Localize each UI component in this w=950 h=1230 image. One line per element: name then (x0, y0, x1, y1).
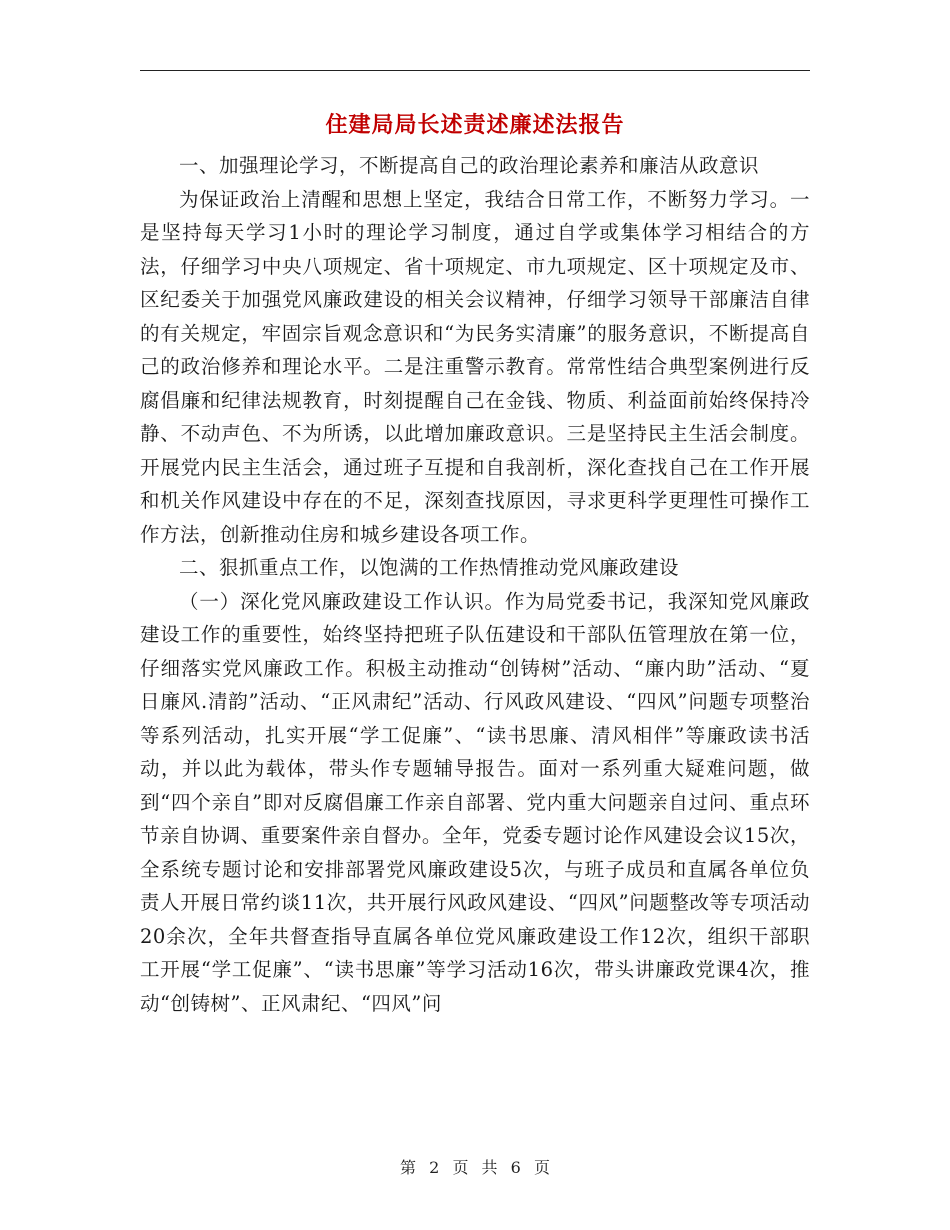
body-paragraph: 为保证政治上清醒和思想上坚定，我结合日常工作，不断努力学习。一是坚持每天学习1小时的理论学习制度，通过自学或集体学习相结合的方法，仔细学习中央八项规定、省十项规定、市九项规定、区十项规定及市、区纪委关于加强党风廉政建设的相关会议精神，仔细学习领导干部廉洁自律的有关规定，牢固宗旨观念意识和“为民务实清廉”的服务意识，不断提高自己的政治修养和理论水平。二是注重警示教育。常常性结合典型案例进行反腐倡廉和纪律法规教育，时刻提醒自己在金钱、物质、利益面前始终保持冷静、不动声色、不为所诱，以此增加廉政意识。三是坚持民主生活会制度。开展党内民主生活会，通过班子互提和自我剖析，深化查找自己在工作开展和机关作风建设中存在的不足，深刻查找原因，寻求更科学更理性可操作工作方法，创新推动住房和城乡建设各项工作。 (140, 187, 810, 546)
total-page-count: 6 (510, 1158, 521, 1177)
footer-prefix: 第 (400, 1158, 417, 1177)
section-heading-2: 二、狠抓重点工作，以饱满的工作热情推动党风廉政建设 (179, 556, 680, 579)
current-page-number: 2 (429, 1158, 440, 1177)
document-body (140, 149, 810, 1020)
section-heading-1: 一、加强理论学习，不断提高自己的政治理论素养和廉洁从政意识 (179, 154, 760, 177)
page-footer (0, 1155, 950, 1178)
footer-total-prefix: 共 (481, 1158, 498, 1177)
footer-page-unit: 页 (452, 1158, 469, 1177)
document-title: 住建局局长述责述廉述法报告 (325, 112, 625, 138)
header-rule (140, 70, 810, 71)
body-paragraph: （一）深化党风廉政建设工作认识。作为局党委书记，我深知党风廉政建设工作的重要性，始终坚持把班子队伍建设和干部队伍管理放在第一位，仔细落实党风廉政工作。积极主动推动“创铸树”活动、“廉内助”活动、“夏日廉风.清韵”活动、“正风肃纪”活动、行风政风建设、“四风”问题专项整治等系列活动，扎实开展“学工促廉”、“读书思廉、清风相伴”等廉政读书活动，并以此为载体，带头作专题辅导报告。面对一系列重大疑难问题，做到“四个亲自”即对反腐倡廉工作亲自部署、党内重大问题亲自过问、重点环节亲自协调、重要案件亲自督办。全年，党委专题讨论作风建设会议15次，全系统专题讨论和安排部署党风廉政建设5次，与班子成员和直属各单位负责人开展日常约谈11次，共开展行风政风建设、“四风”问题整改等专项活动20余次，全年共督查指导直属各单位党风廉政建设工作12次，组织干部职工开展“学工促廉”、“读书思廉”等学习活动16次，带头讲廉政党课4次，推动“创铸树”、正风肃纪、“四风”问 (140, 589, 810, 1015)
footer-total-unit: 页 (533, 1158, 550, 1177)
